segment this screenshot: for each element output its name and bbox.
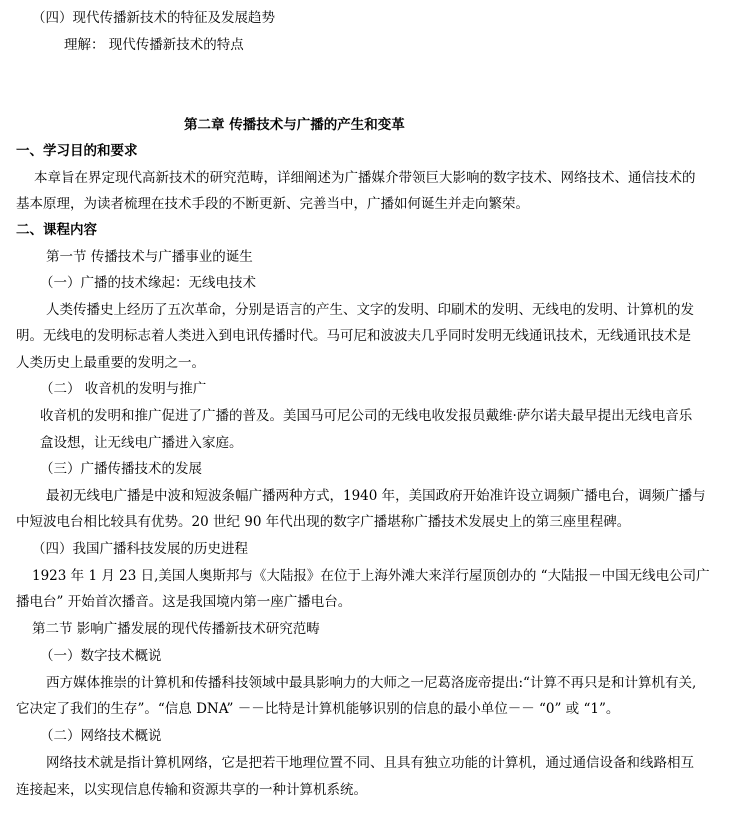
paragraph-digital-line-1: 西方媒体推崇的计算机和传播科技领域中最具影响力的大师之一尼葛洛庞帝提出:“计算不再只是和计算机有关, [46, 675, 697, 691]
section-1-item-2-heading: （二） 收音机的发明与推广 [40, 381, 207, 397]
section-1-item-1-heading: （一）广播的技术缘起：无线电技术 [40, 275, 256, 291]
section-1-item-4-heading: （四）我国广播科技发展的历史进程 [32, 541, 248, 557]
paragraph-receiver-line-1: 收音机的发明和推广促进了广播的普及。美国马可尼公司的无线电收发报员戴维·萨尔诺夫最早提出无线电音乐 [40, 408, 693, 424]
paragraph-receiver-line-2: 盒设想，让无线电广播进入家庭。 [40, 435, 243, 451]
section-1-title: 第一节 传播技术与广播事业的诞生 [46, 249, 253, 265]
paragraph-china-history-line-2: 播电台” 开始首次播音。这是我国境内第一座广播电台。 [16, 594, 352, 610]
understanding-note: 理解： 现代传播新技术的特点 [64, 37, 244, 53]
section-1-item-3-heading: （三）广播传播技术的发展 [40, 461, 202, 477]
objectives-paragraph-line-1: 本章旨在界定现代高新技术的研究范畴，详细阐述为广播媒介带领巨大影响的数字技术、网络技术、通信技术的 [34, 170, 696, 186]
paragraph-broadcast-tech-line-1: 最初无线电广播是中波和短波条幅广播两种方式，1940 年，美国政府开始准许设立调频广播电台，调频广播与 [46, 488, 706, 504]
chapter-title: 第二章 传播技术与广播的产生和变革 [184, 117, 405, 133]
objectives-paragraph-line-2: 基本原理，为读者梳理在技术手段的不断更新、完善当中，广播如何诞生并走向繁荣。 [16, 196, 529, 212]
paragraph-digital-line-2: 它决定了我们的生存”。“信息 DNA” －－比特是计算机能够识别的信息的最小单位－－ “0” 或 “1”。 [16, 701, 620, 717]
paragraph-radio-origin-line-1: 人类传播史上经历了五次革命，分别是语言的产生、文字的发明、印刷术的发明、无线电的发明、计算机的发 [46, 302, 694, 318]
paragraph-radio-origin-line-3: 人类历史上最重要的发明之一。 [16, 355, 205, 371]
paragraph-network-line-2: 连接起来，以实现信息传输和资源共享的一种计算机系统。 [16, 782, 367, 798]
subsection-heading-4: （四）现代传播新技术的特征及发展趋势 [32, 10, 275, 26]
section-2-item-1-heading: （一）数字技术概说 [40, 648, 162, 664]
paragraph-radio-origin-line-2: 明。无线电的发明标志着人类进入到电讯传播时代。马可尼和波波夫几乎同时发明无线通讯技术，无线通讯技术是 [16, 328, 691, 344]
section-heading-content: 二、课程内容 [16, 222, 97, 238]
paragraph-broadcast-tech-line-2: 中短波电台相比较具有优势。20 世纪 90 年代出现的数字广播堪称广播技术发展史上的第三座里程碑。 [16, 514, 631, 530]
paragraph-china-history-line-1: 1923 年 1 月 23 日,美国人奥斯邦与《大陆报》在位于上海外滩大来洋行屋顶创办的 “大陆报－中国无线电公司广 [32, 568, 710, 584]
section-2-title: 第二节 影响广播发展的现代传播新技术研究范畴 [32, 621, 320, 637]
paragraph-network-line-1: 网络技术就是指计算机网络，它是把若干地理位置不同、且具有独立功能的计算机，通过通信设备和线路相互 [46, 755, 694, 771]
section-heading-objectives: 一、学习目的和要求 [16, 143, 138, 159]
section-2-item-2-heading: （二）网络技术概说 [40, 728, 162, 744]
